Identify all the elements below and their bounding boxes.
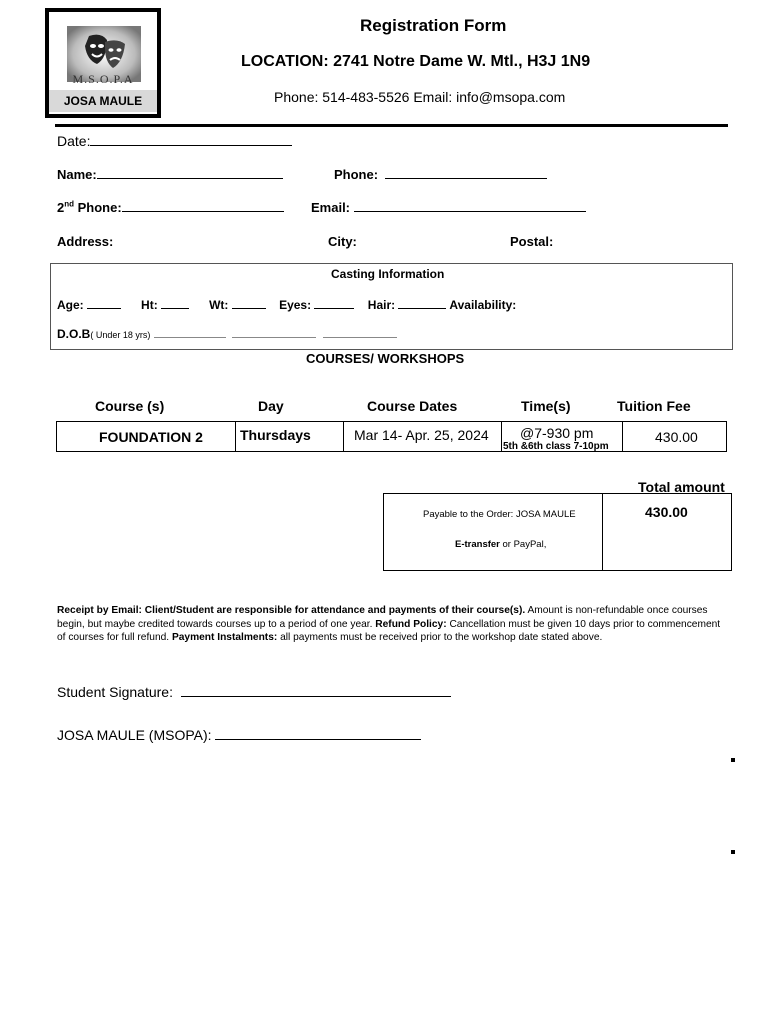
casting-title: Casting Information	[331, 267, 445, 281]
course-row	[56, 421, 727, 452]
contact-line: Phone: 514-483-5526 Email: info@msopa.com	[274, 89, 566, 105]
dob-note: ( Under 18 yrs)	[90, 330, 151, 340]
student-signature-field[interactable]	[57, 683, 451, 700]
josa-signature-label: JOSA MAULE (MSOPA):	[57, 727, 212, 743]
josa-signature-line	[215, 726, 421, 740]
course-time: @7-930 pm	[520, 425, 594, 441]
ht-label: Ht:	[141, 298, 158, 312]
col-times: Time(s)	[521, 398, 571, 414]
dob-label: D.O.B	[57, 327, 91, 341]
col-fee: Tuition Fee	[617, 398, 691, 414]
course-time-note: 5th &6th class 7-10pm	[503, 441, 609, 452]
course-name: FOUNDATION 2	[99, 429, 203, 445]
course-day: Thursdays	[240, 427, 311, 443]
hair-label: Hair:	[367, 298, 396, 312]
total-amount-value: 430.00	[645, 504, 688, 520]
logo-name: JOSA MAULE	[49, 90, 157, 112]
course-fee: 430.00	[655, 429, 698, 445]
margin-mark	[731, 758, 735, 762]
casting-section	[50, 263, 733, 350]
eyes-label: Eyes:	[279, 298, 312, 312]
payment-box	[383, 493, 732, 571]
logo-brand: M.S.O.P.A	[72, 72, 134, 86]
name-field[interactable]	[57, 167, 283, 182]
margin-mark	[731, 850, 735, 854]
header-divider	[55, 124, 728, 127]
phone-line	[385, 167, 547, 179]
casting-measurements-row[interactable]	[57, 297, 516, 312]
terms-paragraph: Receipt by Email: Client/Student are responsible for attendance and payments of their course(s). Amount is non-refundable once courses begin, but maybe credited towards courses up to a period of one year. Refund Policy: Cancellation must be given 10 days prior to commencement of courses for full refund. Payment Instalments: all payments must be received prior to the workshop date stated above.	[57, 605, 721, 643]
name-line	[97, 167, 283, 179]
age-label: Age:	[57, 298, 84, 312]
postal-label: Postal:	[510, 234, 554, 249]
total-amount-label: Total amount	[638, 479, 725, 495]
date-field[interactable]	[57, 133, 292, 149]
phone-label: Phone:	[334, 167, 379, 182]
availability-label: Availability:	[449, 298, 517, 312]
col-course: Course (s)	[95, 398, 165, 414]
wt-label: Wt:	[209, 298, 229, 312]
location: LOCATION: 2741 Notre Dame W. Mtl., H3J 1N9	[241, 53, 591, 70]
courses-heading: COURSES/ WORKSHOPS	[306, 351, 465, 366]
city-label: City:	[328, 234, 357, 249]
email-field[interactable]	[311, 200, 586, 215]
address-label: Address:	[57, 234, 114, 249]
second-phone-field[interactable]	[57, 200, 284, 215]
email-line	[354, 200, 586, 212]
phone-field[interactable]	[334, 167, 547, 182]
email-label: Email:	[311, 200, 351, 215]
payment-methods: E-transfer or PayPal,	[455, 539, 547, 550]
form-title: Registration Form	[360, 16, 507, 35]
student-signature-line	[181, 683, 451, 697]
payable-to: Payable to the Order: JOSA MAULE	[423, 509, 576, 520]
course-dates: Mar 14- Apr. 25, 2024	[354, 427, 489, 443]
student-signature-label: Student Signature:	[57, 684, 173, 700]
msopa-logo	[45, 8, 161, 118]
dob-field[interactable]	[57, 327, 397, 341]
col-day: Day	[258, 398, 284, 414]
josa-signature-field[interactable]	[57, 726, 421, 743]
col-dates: Course Dates	[367, 398, 458, 414]
second-phone-line	[122, 200, 284, 212]
date-line	[90, 134, 292, 146]
second-phone-label: 2nd Phone:	[57, 200, 122, 216]
name-label: Name:	[57, 167, 97, 182]
date-label: Date:	[57, 133, 91, 149]
